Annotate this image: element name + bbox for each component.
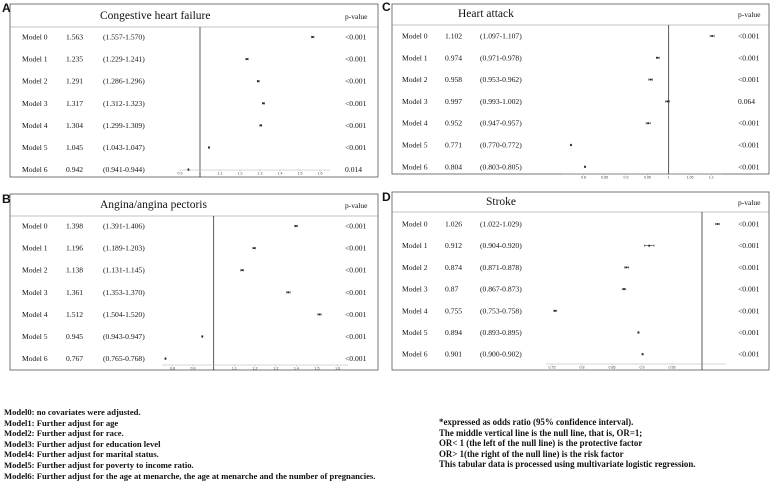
row-model-label: Model 5 [402, 140, 428, 150]
row-confidence-interval: (1.286-1.296) [103, 76, 145, 86]
panel-title: Congestive heart failure [100, 10, 211, 22]
row-odds-ratio: 1.304 [66, 120, 84, 130]
row-pvalue: <0.001 [738, 162, 760, 172]
row-confidence-interval: (1.229-1.241) [103, 54, 145, 64]
row-confidence-interval: (0.753-0.758) [480, 306, 522, 316]
row-model-label: Model 0 [402, 31, 428, 41]
row-model-label: Model 3 [402, 284, 428, 294]
row-pvalue: <0.001 [738, 140, 760, 150]
model-note: Model6: Further adjust for the age at menarche, the age at menarche and the number of pregnancies. [4, 470, 376, 481]
x-tick-label: 1.2 [252, 366, 258, 371]
x-tick-label: 0.85 [601, 175, 609, 180]
pvalue-header: p-value [345, 12, 368, 21]
row-confidence-interval: (0.904-0.920) [480, 241, 522, 251]
row-model-label: Model 0 [22, 32, 48, 42]
row-pvalue: <0.001 [738, 241, 760, 251]
x-tick-label: 0.95 [668, 365, 676, 370]
row-model-label: Model 1 [22, 54, 48, 64]
row-odds-ratio: 0.952 [445, 118, 463, 128]
row-pvalue: <0.001 [738, 75, 760, 85]
row-pvalue: <0.001 [345, 243, 367, 253]
x-tick-label: 1.1 [231, 366, 237, 371]
row-odds-ratio: 1.317 [66, 98, 84, 108]
row-confidence-interval: (0.947-0.957) [480, 118, 522, 128]
estimate-point [623, 288, 625, 290]
row-model-label: Model 4 [402, 118, 428, 128]
row-confidence-interval: (1.391-1.406) [103, 221, 145, 231]
row-odds-ratio: 1.026 [445, 219, 463, 229]
estimate-point [287, 291, 289, 293]
panel-letter: D [382, 190, 391, 204]
estimate-point [208, 147, 210, 149]
explanation-line: This tabular data is processed using multivariate logistic regression. [439, 459, 696, 470]
estimate-point [648, 245, 650, 247]
row-odds-ratio: 0.942 [66, 165, 84, 175]
explanation-line: *expressed as odds ratio (95% confidence interval). [439, 417, 634, 427]
row-model-label: Model 3 [22, 98, 48, 108]
row-pvalue: <0.001 [345, 287, 367, 297]
row-confidence-interval: (1.097-1.107) [480, 31, 522, 41]
row-odds-ratio: 0.901 [445, 349, 463, 359]
explanation-notes [439, 417, 775, 470]
row-odds-ratio: 0.945 [66, 332, 84, 341]
row-model-label: Model 6 [402, 162, 428, 172]
x-tick-label: 1.3 [257, 171, 263, 176]
estimate-point [319, 314, 321, 316]
row-pvalue: <0.001 [345, 309, 367, 319]
row-pvalue: <0.001 [345, 265, 367, 275]
model-note: Model0: no covariates were adjusted. [4, 407, 141, 417]
row-odds-ratio: 1.398 [66, 221, 84, 231]
row-model-label: Model 0 [402, 219, 428, 229]
estimate-point [711, 35, 713, 37]
row-odds-ratio: 1.045 [66, 143, 84, 152]
panel-title: Heart attack [458, 8, 514, 20]
row-model-label: Model 2 [402, 262, 428, 272]
row-pvalue: <0.001 [738, 328, 760, 337]
row-pvalue: <0.001 [738, 306, 760, 316]
row-odds-ratio: 0.804 [445, 162, 463, 172]
row-odds-ratio: 1.235 [66, 54, 84, 64]
row-confidence-interval: (1.022-1.029) [480, 219, 522, 229]
row-confidence-interval: (1.557-1.570) [103, 32, 145, 42]
row-confidence-interval: (1.299-1.309) [103, 120, 145, 130]
row-confidence-interval: (0.871-0.878) [480, 262, 522, 272]
row-model-label: Model 1 [402, 241, 428, 251]
panel-title: Angina/angina pectoris [100, 199, 207, 211]
estimate-point [188, 169, 190, 171]
row-model-label: Model 2 [22, 265, 48, 275]
estimate-point [657, 57, 659, 59]
row-odds-ratio: 0.974 [445, 53, 463, 63]
model-note: Model3: Further adjust for education level [4, 438, 161, 449]
x-tick-label: 0.8 [579, 365, 585, 370]
estimate-point [165, 358, 167, 360]
pvalue-header: p-value [738, 198, 761, 207]
model-note: Model5: Further adjust for poverty to income ratio. [4, 459, 194, 470]
row-odds-ratio: 0.755 [445, 306, 463, 316]
x-tick-label: 1 [199, 171, 201, 176]
row-confidence-interval: (1.504-1.520) [103, 309, 145, 319]
x-tick-label: 0.9 [623, 175, 629, 180]
row-pvalue: <0.001 [738, 219, 760, 229]
row-confidence-interval: (0.803-0.805) [480, 162, 522, 172]
row-pvalue: <0.001 [345, 332, 367, 341]
row-confidence-interval: (1.312-1.323) [103, 98, 145, 108]
row-model-label: Model 6 [22, 165, 48, 175]
row-odds-ratio: 1.196 [66, 243, 84, 253]
x-tick-label: 1.3 [273, 366, 279, 371]
row-pvalue: <0.001 [738, 284, 760, 294]
row-model-label: Model 2 [402, 75, 428, 85]
row-model-label: Model 5 [22, 143, 48, 152]
estimate-point [642, 353, 644, 355]
row-odds-ratio: 0.997 [445, 96, 463, 106]
x-tick-label: 0.8 [580, 175, 586, 180]
row-pvalue: <0.001 [738, 31, 760, 41]
x-tick-label: 1.05 [686, 175, 694, 180]
x-tick-label: 1.5 [297, 171, 303, 176]
row-pvalue: <0.001 [738, 118, 760, 128]
model-note: Model2: Further adjust for race. [4, 428, 124, 439]
estimate-point [717, 223, 719, 225]
x-tick-label: 1 [212, 366, 215, 371]
row-odds-ratio: 0.87 [445, 284, 459, 294]
row-pvalue: <0.001 [345, 120, 367, 130]
row-model-label: Model 5 [22, 332, 48, 341]
row-odds-ratio: 0.874 [445, 262, 463, 272]
row-pvalue: <0.001 [738, 262, 760, 272]
panel-letter: A [2, 1, 11, 15]
x-tick-label: 1.4 [293, 366, 299, 371]
row-confidence-interval: (0.941-0.944) [103, 165, 145, 175]
x-tick-label: 0.9 [639, 365, 645, 370]
row-confidence-interval: (1.043-1.047) [103, 143, 145, 152]
estimate-point [241, 269, 243, 271]
row-model-label: Model 6 [402, 349, 428, 359]
row-model-label: Model 6 [22, 354, 48, 364]
row-odds-ratio: 0.767 [66, 354, 84, 364]
x-tick-label: 1.6 [317, 171, 323, 176]
row-confidence-interval: (0.971-0.978) [480, 53, 522, 63]
row-odds-ratio: 0.894 [445, 328, 463, 337]
estimate-point [260, 125, 262, 127]
panel-letter: C [382, 0, 391, 14]
pvalue-header: p-value [345, 201, 368, 210]
x-tick-label: 1 [667, 175, 670, 180]
x-tick-label: 1.1 [217, 171, 223, 176]
row-odds-ratio: 0.912 [445, 241, 463, 251]
estimate-point [584, 166, 586, 168]
x-tick-label: 0.75 [548, 365, 556, 370]
x-tick-label: 1.4 [277, 171, 283, 176]
estimate-point [312, 36, 314, 38]
panel-letter: B [2, 192, 11, 206]
x-tick-label: 0.95 [643, 175, 651, 180]
estimate-point [201, 336, 203, 338]
panel-frame [10, 194, 378, 370]
panel-title: Stroke [486, 196, 517, 208]
row-model-label: Model 1 [402, 53, 428, 63]
model-note: Model4: Further adjust for marital status. [4, 449, 159, 460]
row-model-label: Model 3 [402, 96, 428, 106]
x-tick-label: 0.9 [177, 171, 183, 176]
row-model-label: Model 2 [22, 76, 48, 86]
row-pvalue: <0.001 [345, 54, 367, 64]
row-confidence-interval: (0.993-1.002) [480, 96, 522, 106]
x-tick-label: 0.85 [608, 365, 616, 370]
row-model-label: Model 0 [22, 221, 48, 231]
row-pvalue: 0.064 [738, 96, 756, 106]
row-pvalue: <0.001 [345, 98, 367, 108]
estimate-point [257, 80, 259, 82]
row-confidence-interval: (1.131-1.145) [103, 265, 145, 275]
row-odds-ratio: 1.102 [445, 31, 463, 41]
estimate-point [570, 144, 572, 146]
row-confidence-interval: (0.953-0.962) [480, 75, 522, 85]
row-pvalue: <0.001 [345, 76, 367, 86]
x-tick-label: 1.2 [237, 171, 243, 176]
row-pvalue: <0.001 [345, 221, 367, 231]
row-odds-ratio: 0.958 [445, 75, 463, 85]
x-tick-label: 0.8 [169, 366, 175, 371]
x-tick-label: 0.9 [190, 366, 196, 371]
x-tick-label: 1.5 [314, 366, 320, 371]
row-odds-ratio: 1.361 [66, 287, 84, 297]
explanation-line: OR< 1 (the left of the null line) is the protective factor [439, 438, 643, 449]
x-tick-label: 1.6 [335, 366, 341, 371]
row-odds-ratio: 0.771 [445, 140, 463, 150]
row-model-label: Model 3 [22, 287, 48, 297]
row-confidence-interval: (0.900-0.902) [480, 349, 522, 359]
pvalue-header: p-value [738, 10, 761, 19]
row-confidence-interval: (0.867-0.873) [480, 284, 522, 294]
estimate-point [647, 122, 649, 124]
x-tick-label: 1.1 [708, 175, 714, 180]
explanation-line: OR> 1(the right of the null line) is the risk factor [439, 448, 624, 459]
row-pvalue: <0.001 [738, 349, 760, 359]
row-model-label: Model 4 [22, 309, 48, 319]
model-note: Model1: Further adjust for age [4, 417, 119, 428]
row-confidence-interval: (1.353-1.370) [103, 287, 145, 297]
row-confidence-interval: (0.893-0.895) [480, 328, 522, 337]
model-notes [4, 407, 424, 481]
row-pvalue: <0.001 [738, 53, 760, 63]
row-model-label: Model 4 [402, 306, 428, 316]
row-model-label: Model 1 [22, 243, 48, 253]
estimate-point [263, 102, 265, 104]
row-confidence-interval: (0.765-0.768) [103, 354, 145, 364]
row-confidence-interval: (0.770-0.772) [480, 140, 522, 150]
row-pvalue: <0.001 [345, 143, 367, 152]
row-confidence-interval: (0.943-0.947) [103, 332, 145, 341]
row-confidence-interval: (1.189-1.203) [103, 243, 145, 253]
estimate-point [253, 247, 255, 249]
estimate-point [246, 58, 248, 60]
explanation-line: The middle vertical line is the null line, that is, OR=1; [439, 427, 643, 438]
row-pvalue: <0.001 [345, 354, 367, 364]
estimate-point [626, 267, 628, 269]
row-odds-ratio: 1.563 [66, 32, 84, 42]
row-odds-ratio: 1.291 [66, 76, 84, 86]
estimate-point [650, 79, 652, 81]
row-pvalue: 0.014 [345, 165, 363, 175]
estimate-point [638, 332, 640, 334]
row-model-label: Model 4 [22, 120, 48, 130]
row-model-label: Model 5 [402, 328, 428, 337]
row-odds-ratio: 1.138 [66, 265, 84, 275]
estimate-point [554, 310, 556, 312]
row-odds-ratio: 1.512 [66, 309, 84, 319]
row-pvalue: <0.001 [345, 32, 367, 42]
estimate-point [666, 101, 668, 103]
estimate-point [295, 225, 297, 227]
